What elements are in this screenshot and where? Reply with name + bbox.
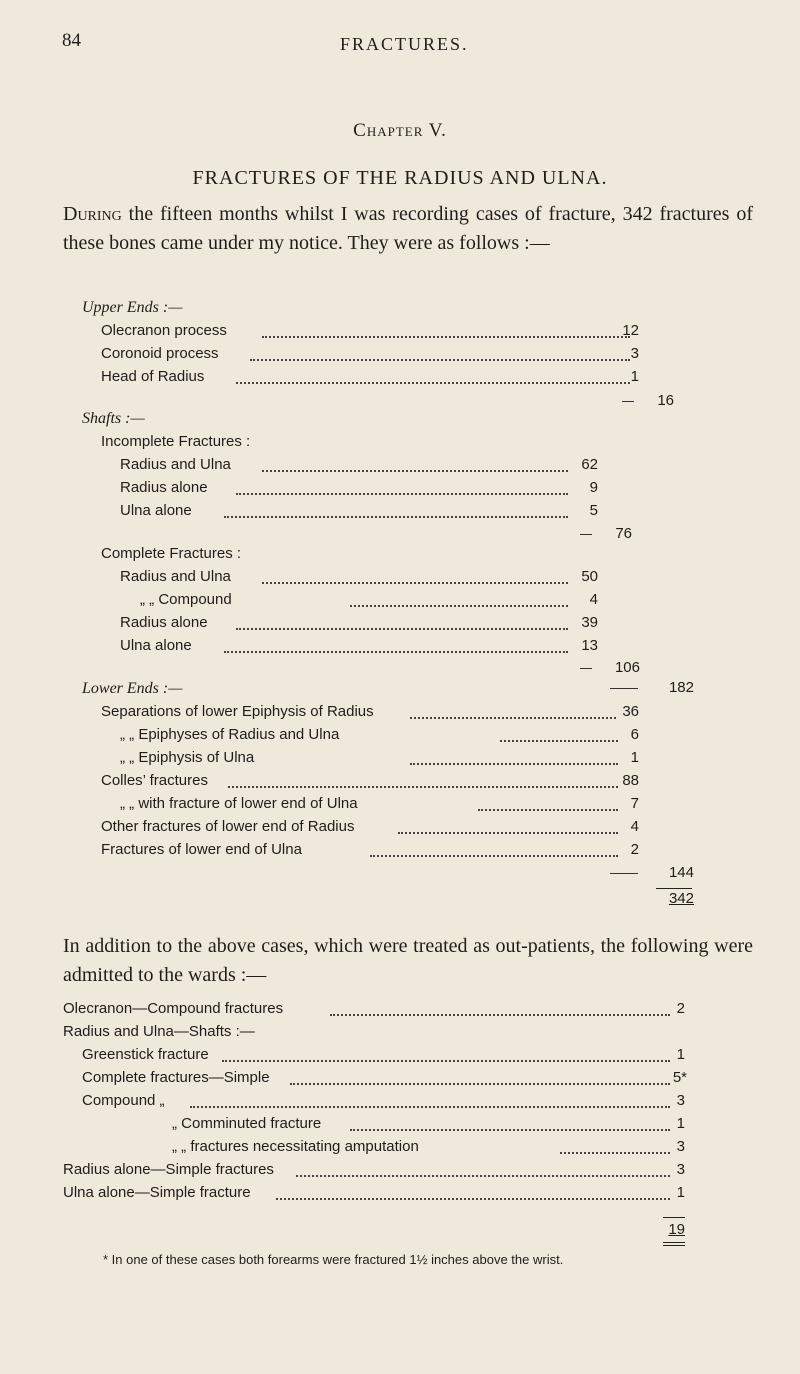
- page-number: 84: [62, 30, 81, 51]
- subtotal-dash: [610, 688, 638, 689]
- t2-shafts-heading: Radius and Ulna—Shafts :—: [63, 1023, 255, 1040]
- sep-radius-label: Separations of lower Epiphysis of Radius: [101, 703, 374, 720]
- sep-ulna-label: „ „ Epiphysis of Ulna: [120, 749, 255, 766]
- colles-ulna-label: „ „ with fracture of lower end of Ulna: [120, 795, 358, 812]
- comminuted-value: 1: [676, 1115, 685, 1132]
- olecranon-label: Olecranon process: [101, 322, 227, 339]
- lower-ends-heading: Lower Ends :—: [82, 680, 183, 697]
- coronoid-label: Coronoid process: [101, 345, 219, 362]
- other-radius-label: Other fractures of lower end of Radius: [101, 818, 355, 835]
- subtotal-dash: [610, 873, 638, 874]
- footnote: * In one of these cases both forearms were fractured 1½ inches above the wrist.: [103, 1252, 564, 1267]
- greenstick-label: Greenstick fracture: [82, 1046, 209, 1063]
- upper-total: 16: [657, 392, 674, 409]
- sep-ulna-value: 1: [630, 749, 639, 766]
- leader-dots: [330, 1012, 670, 1016]
- radius-alone-value: 3: [676, 1161, 685, 1178]
- intro-paragraph: [63, 200, 753, 258]
- admissions-paragraph: In addition to the above cases, which were treated as out-patients, the following were admitted to the wards :—: [63, 935, 753, 986]
- complete-simple-value: 5*: [672, 1069, 687, 1086]
- ulna-alone-label: Ulna alone—Simple fracture: [63, 1184, 251, 1201]
- leader-dots: [236, 491, 568, 495]
- subtotal-dash: [622, 401, 634, 402]
- leader-dots: [290, 1081, 670, 1085]
- chapter-label: Chapter V.: [353, 120, 447, 141]
- leader-dots: [410, 715, 616, 719]
- leader-dots: [250, 357, 630, 361]
- comp-radius-value: 39: [581, 614, 598, 631]
- leader-dots: [478, 807, 618, 811]
- comp-radius-ulna-value: 50: [581, 568, 598, 585]
- colles-label: Colles’ fractures: [101, 772, 208, 789]
- leader-dots: [236, 380, 630, 384]
- lower-ulna-label: Fractures of lower end of Ulna: [101, 841, 302, 858]
- lower-total: 144: [668, 864, 694, 881]
- sep-radius-value: 36: [622, 703, 639, 720]
- total-rule: [663, 1217, 685, 1218]
- head-radius-label: Head of Radius: [101, 368, 205, 385]
- table2-total: 19: [668, 1221, 685, 1238]
- complete-simple-label: Complete fractures—Simple: [82, 1069, 270, 1086]
- intro-text: the fifteen months whilst I was recording cases of fracture, 342 fractures of these bones came under my notice. They were as follows :—: [63, 203, 753, 254]
- amputation-value: 3: [676, 1138, 685, 1155]
- leader-dots: [370, 853, 618, 857]
- ulna-alone-value: 1: [676, 1184, 685, 1201]
- leader-dots: [276, 1196, 670, 1200]
- sep-both-label: „ „ Epiphyses of Radius and Ulna: [120, 726, 340, 743]
- intro-lead: During: [63, 203, 122, 225]
- incomplete-total: 76: [615, 525, 632, 542]
- comp-radius-ulna-label: Radius and Ulna: [120, 568, 231, 585]
- radius-alone-label: Radius alone—Simple fractures: [63, 1161, 274, 1178]
- comp-radius-label: Radius alone: [120, 614, 208, 631]
- incomplete-heading: Incomplete Fractures :: [101, 433, 251, 450]
- inc-radius-label: Radius alone: [120, 479, 208, 496]
- colles-ulna-value: 7: [630, 795, 639, 812]
- amputation-label: „ „ fractures necessitating amputation: [172, 1138, 419, 1155]
- sep-both-value: 6: [630, 726, 639, 743]
- inc-radius-ulna-label: Radius and Ulna: [120, 456, 231, 473]
- leader-dots: [262, 468, 568, 472]
- complete-total: 106: [614, 659, 640, 676]
- shafts-total: 182: [668, 679, 694, 696]
- inc-radius-ulna-value: 62: [581, 456, 598, 473]
- comp-ulna-value: 13: [581, 637, 598, 654]
- leader-dots: [224, 514, 568, 518]
- leader-dots: [224, 649, 568, 653]
- lower-ulna-value: 2: [630, 841, 639, 858]
- chapter-title: FRACTURES OF THE RADIUS AND ULNA.: [192, 167, 608, 189]
- leader-dots: [410, 761, 618, 765]
- shafts-heading: Shafts :—: [82, 410, 145, 427]
- running-title: FRACTURES.: [340, 34, 469, 54]
- leader-dots: [236, 626, 568, 630]
- colles-value: 88: [622, 772, 639, 789]
- leader-dots: [296, 1173, 670, 1177]
- coronoid-value: 3: [630, 345, 639, 362]
- inc-ulna-value: 5: [589, 502, 598, 519]
- leader-dots: [222, 1058, 670, 1062]
- leader-dots: [262, 580, 568, 584]
- leader-dots: [262, 334, 630, 338]
- subtotal-dash: [580, 534, 592, 535]
- subtotal-dash: [580, 668, 592, 669]
- olecranon-value: 12: [622, 322, 639, 339]
- inc-radius-value: 9: [589, 479, 598, 496]
- total-double-rule: [663, 1242, 685, 1243]
- head-radius-value: 1: [630, 368, 639, 385]
- inc-ulna-label: Ulna alone: [120, 502, 192, 519]
- leader-dots: [398, 830, 618, 834]
- t2-olecranon-label: Olecranon—Compound fractures: [63, 1000, 284, 1017]
- leader-dots: [228, 784, 618, 788]
- total-double-rule: [663, 1245, 685, 1246]
- leader-dots: [350, 603, 568, 607]
- comp-compound-label: „ „ Compound: [140, 591, 232, 608]
- leader-dots: [190, 1104, 670, 1108]
- leader-dots: [350, 1127, 670, 1131]
- other-radius-value: 4: [630, 818, 639, 835]
- comminuted-label: „ Comminuted fracture: [172, 1115, 322, 1132]
- total-rule: [656, 888, 692, 889]
- greenstick-value: 1: [676, 1046, 685, 1063]
- compound-value: 3: [676, 1092, 685, 1109]
- grand-total: 342: [668, 890, 694, 907]
- t2-olecranon-value: 2: [676, 1000, 685, 1017]
- comp-compound-value: 4: [589, 591, 598, 608]
- comp-ulna-label: Ulna alone: [120, 637, 192, 654]
- compound-label: Compound „: [82, 1092, 165, 1109]
- upper-ends-heading: Upper Ends :—: [82, 299, 183, 316]
- complete-heading: Complete Fractures :: [101, 545, 242, 562]
